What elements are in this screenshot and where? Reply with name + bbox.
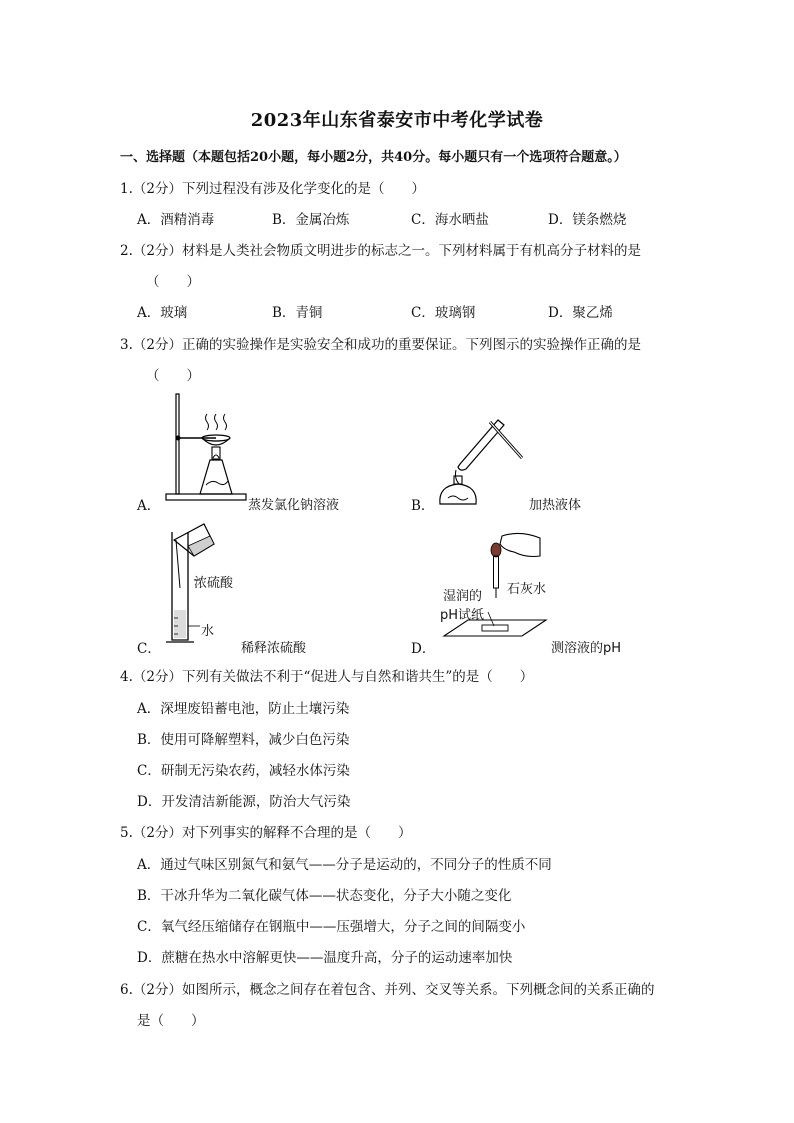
q4-option-a[interactable]: A．深埋废铅蓄电池，防止土壤污染 [137,701,350,717]
figure-b-letter: B． [411,498,435,514]
figure-a-caption: 蒸发氯化钠溶液 [248,498,340,513]
question-2-stem-cont: （ ） [146,274,200,290]
q2-option-d[interactable]: D．聚乙烯 [548,305,613,321]
question-4-stem: 4.（2分）下列有关做法不利于“促进人与自然和谐共生”的是（ ） [120,669,534,685]
figure-c-acid-label: 浓硫酸 [194,576,234,591]
q1-option-b[interactable]: B．金属冶炼 [272,212,350,228]
question-5-stem: 5.（2分）对下列事实的解释不合理的是（ ） [120,825,412,841]
section-heading: 一、选择题（本题包括20小题，每小题2分，共40分。每小题只有一个选项符合题意。） [120,150,627,165]
question-6-stem: 6.（2分）如图所示，概念之间存在着包含、并列、交叉等关系。下列概念间的关系正确的 [120,982,655,998]
q4-option-b[interactable]: B．使用可降解塑料，减少白色污染 [137,732,350,748]
q5-option-d[interactable]: D．蔗糖在热水中溶解更快——温度升高，分子的运动速率加快 [137,950,513,966]
figure-d-letter: D． [411,641,436,657]
q1-option-d[interactable]: D．镁条燃烧 [548,212,627,228]
figure-b-caption: 加热液体 [529,498,582,513]
exam-title: 2023年山东省泰安市中考化学试卷 [250,110,544,131]
q4-option-c[interactable]: C．研制无污染农药，减轻水体污染 [137,763,350,779]
q5-option-a[interactable]: A．通过气味区别氮气和氨气——分子是运动的，不同分子的性质不同 [137,857,552,873]
q2-option-b[interactable]: B．青铜 [272,305,323,321]
figure-a-letter: A． [137,498,161,514]
figure-c-water-label: 水 [201,624,215,639]
q5-option-b[interactable]: B．干冰升华为二氧化碳气体——状态变化，分子大小随之变化 [137,888,512,904]
q4-option-d[interactable]: D．开发清洁新能源，防治大气污染 [137,794,351,810]
figure-a-evaporation [160,390,250,505]
figure-d-paper-label-1: 湿润的 [443,589,483,604]
question-3-stem: 3.（2分）正确的实验操作是实验安全和成功的重要保证。下列图示的实验操作正确的是 [120,337,641,353]
q2-option-a[interactable]: A．玻璃 [137,305,188,321]
figure-d-paper-label-2: pH试纸 [440,608,485,623]
figure-d-caption: 测溶液的pH [551,641,622,656]
q1-option-a[interactable]: A．酒精消毒 [137,212,215,228]
q5-option-c[interactable]: C．氧气经压缩储存在钢瓶中——压强增大，分子之间的间隔变小 [137,919,526,935]
question-6-stem-cont: 是（ ） [137,1013,205,1029]
question-3-stem-cont: （ ） [146,368,200,384]
question-2-stem: 2.（2分）材料是人类社会物质文明进步的标志之一。下列材料属于有机高分子材料的是 [120,243,641,259]
q1-option-c[interactable]: C．海水晒盐 [411,212,489,228]
q2-option-c[interactable]: C．玻璃钢 [411,305,476,321]
figure-c-caption: 稀释浓硫酸 [241,641,307,656]
figure-b-heating-liquid [430,412,530,507]
question-1-stem: 1.（2分）下列过程没有涉及化学变化的是（ ） [120,181,425,197]
figure-c-letter: C． [137,641,161,657]
figure-d-lime-label: 石灰水 [507,582,547,597]
